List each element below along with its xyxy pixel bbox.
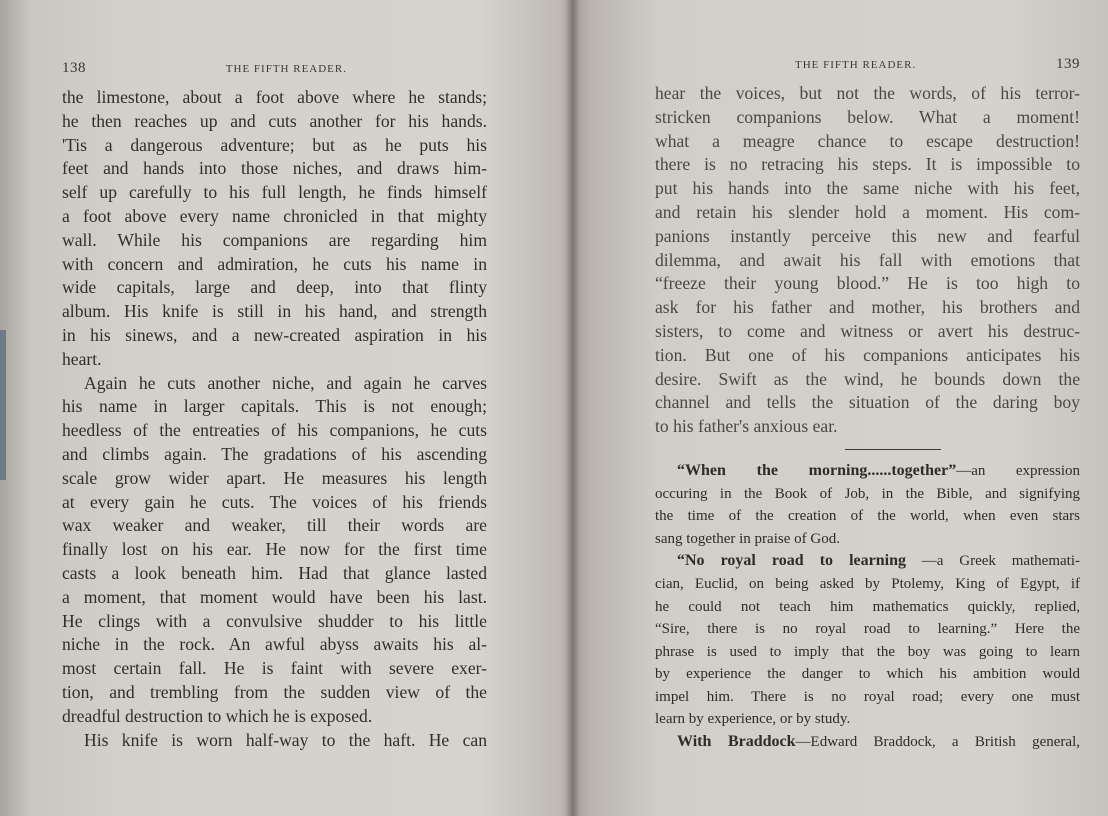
section-divider [845, 449, 941, 450]
text-line: the limestone, about a foot above where he stands; [62, 87, 487, 107]
text-line: album. His knife is still in his hand, and strength [62, 301, 487, 322]
note-line [655, 460, 1080, 483]
text-line: stricken companions below. What a moment! [655, 106, 1080, 127]
text-line: wide capitals, large and deep, into that flinty [62, 277, 487, 298]
text-line: channel and tells the situation of the daring boy [655, 392, 1080, 413]
text-line: wax weaker and weaker, till their words are [62, 515, 487, 536]
note-line: the time of the creation of the world, when even stars [655, 508, 1080, 525]
left-page [62, 60, 487, 752]
note-line: “Sire, there is no royal road to learning.” Here the [655, 621, 1080, 638]
text-line: “freeze their young blood.” He is too high to [655, 273, 1080, 294]
text-line: and climbs again. The gradations of his ascending [62, 443, 487, 464]
page-number: 138 [62, 60, 86, 76]
notes-section [655, 460, 1080, 754]
text-line: He clings with a convulsive shudder to his little [62, 610, 487, 631]
left-page-header [62, 60, 487, 86]
text-line: casts a look beneath him. Had that glance lasted [62, 562, 487, 583]
right-page-body [655, 82, 1080, 439]
text-line: self up carefully to his full length, he finds himself [62, 182, 487, 203]
left-page-body [62, 86, 487, 752]
note-text: —Edward Braddock, a British general, [795, 734, 1080, 751]
text-line: 'Tis a dangerous adventure; but as he puts his [62, 134, 487, 155]
text-line: sisters, to come and witness or avert his destruc- [655, 320, 1080, 341]
note-line: by experience the danger to which his ambition would [655, 666, 1080, 683]
text-line: with concern and admiration, he cuts his name in [62, 253, 487, 274]
text-line: niche in the rock. An awful abyss awaits his al- [62, 634, 487, 655]
note-line: cian, Euclid, on being asked by Ptolemy, King of Egypt, if [655, 575, 1080, 592]
page-edge-shadow [0, 330, 6, 480]
text-line: put his hands into the same niche with his feet, [655, 178, 1080, 199]
text-line: a foot above every name chronicled in that mighty [62, 205, 487, 226]
text-line: Again he cuts another niche, and again he carves [84, 372, 487, 393]
book-gutter [566, 0, 580, 816]
right-page-header [655, 56, 1080, 82]
text-line: wall. While his companions are regarding him [62, 229, 487, 250]
text-line: a moment, that moment would have been his last. [62, 586, 487, 607]
note-line: learn by experience, or by study. [655, 711, 851, 728]
note-text: —an expression [956, 462, 1081, 479]
text-line: dreadful destruction to which he is exposed. [62, 705, 373, 726]
text-line: he then reaches up and cuts another for his hands. [62, 110, 487, 131]
text-line: his name in larger capitals. This is not enough; [62, 396, 487, 417]
text-line: hear the voices, but not the words, of his terror- [655, 83, 1080, 103]
text-line: tion. But one of his companions anticipates his [655, 344, 1080, 365]
text-line: ask for his father and mother, his brothers and [655, 297, 1080, 318]
running-head: THE FIFTH READER. [795, 59, 917, 71]
text-line: desire. Swift as the wind, he bounds down the [655, 368, 1080, 389]
text-line: most certain fall. He is faint with severe exer- [62, 658, 487, 679]
note-term: “No royal road to learning [677, 552, 906, 570]
text-line: there is no retracing his steps. It is impossible to [655, 154, 1080, 175]
text-line: scale grow wider apart. He measures his length [62, 467, 487, 488]
running-head: THE FIFTH READER. [225, 63, 347, 75]
note-line: impel him. There is no royal road; every one must [655, 688, 1080, 705]
note-term: With Braddock [677, 733, 796, 751]
text-line: dilemma, and await his fall with emotions that [655, 249, 1080, 270]
text-line: and retain his slender hold a moment. His com- [655, 201, 1080, 222]
text-line: His knife is worn half-way to the haft. He can [84, 729, 487, 750]
text-line: panions instantly perceive this new and fearful [655, 225, 1080, 246]
text-line: what a meagre chance to escape destruction! [655, 130, 1080, 151]
text-line: to his father's anxious ear. [655, 416, 838, 437]
text-line: at every gain he cuts. The voices of his friends [62, 491, 487, 512]
note-line [655, 731, 1080, 754]
note-line: phrase is used to imply that the boy was going to learn [655, 643, 1080, 660]
note-line [655, 550, 1080, 573]
text-line: heedless of the entreaties of his companions, he cuts [62, 420, 487, 441]
note-text: —a Greek mathemati- [921, 553, 1080, 570]
text-line: feet and hands into those niches, and draws him- [62, 158, 487, 179]
text-line: tion, and trembling from the sudden view of the [62, 681, 487, 702]
note-line: occuring in the Book of Job, in the Bible, and signifying [655, 485, 1080, 502]
right-page [655, 56, 1080, 754]
note-term: “When the morning......together” [677, 461, 957, 479]
text-line: finally lost on his ear. He now for the first time [62, 539, 487, 560]
text-line: heart. [62, 348, 102, 369]
note-line: sang together in praise of God. [655, 530, 840, 547]
page-number: 139 [1056, 56, 1080, 72]
text-line: in his sinews, and a new-created aspiration in his [62, 324, 487, 345]
note-line: he could not teach him mathematics quickly, replied, [655, 598, 1080, 615]
